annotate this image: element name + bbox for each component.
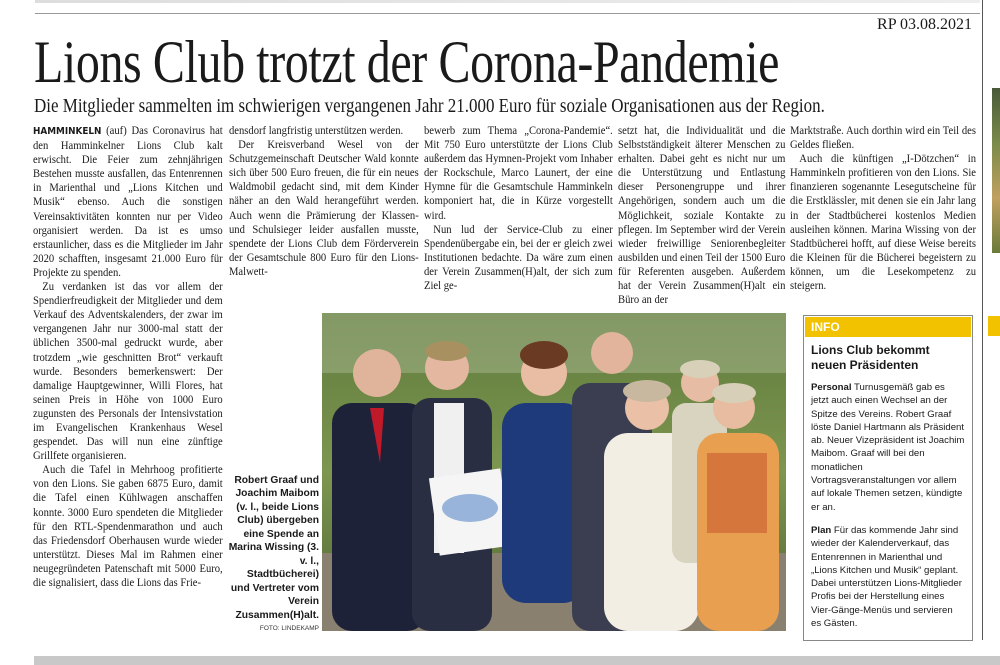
article-column-3 <box>424 124 613 293</box>
article-column-5 <box>790 124 976 293</box>
subheadline: Die Mitglieder sammelten im schwierigen vergangenen Jahr 21.000 Euro für soziale Organisationen aus der Region. <box>34 96 825 117</box>
photo-caption: Robert Graaf und Joachim Maibom (v. l., beide Lions Club) übergeben eine Spende an Marina Wissing (3. v. l., Stadtbücherei) und Vertreter vom Verein Zusammen(H)alt. <box>228 474 319 621</box>
article-column-1 <box>33 124 223 590</box>
group-photo <box>322 313 786 631</box>
page-footer-bar <box>34 656 1000 665</box>
paragraph: Marktstraße. Auch dorthin wird ein Teil des Geldes fließen. <box>790 125 976 152</box>
paragraph: Auch die künftigen „I-Dötzchen“ in Hamminkeln profitieren von den Lions. Sie finanzieren sogenannte Lesegutscheine für die Erstklässler, mit denen sie ein Jahr lang in der Stadtbücherei kostenlos Medien ausleihen können. Marina Wissing von der Stadtbücherei hofft, auf diese Weise bereits die Kleinen für die Bücherei begeistern zu können, um die Lesekompetenz zu steigern. <box>790 153 976 293</box>
article-column-2 <box>229 124 419 279</box>
paragraph: setzt hat, die Individualität und die Selbstständigkeit älterer Menschen zu erhalten. Dabei geht es nicht nur um die Unterstützung und Entlastung dieser Personengruppe und ihrer Angehörigen, sondern auch um die Möglichkeit, soziale Kontakte zu pflegen. Im September wird der Verein wieder freiwillige Seniorenbegleiter ausbilden und einen Teil der 1500 Euro für Referenten ausgeben. Außerdem hat der Verein Zusammen(H)alt ein Büro an der <box>618 125 786 307</box>
paragraph: Zu verdanken ist das vor allem der Spendierfreudigkeit der Mitglieder und dem Verkauf des Adventskalenders, der zwar im vergangenen Jahr nur 3000-mal statt der üblichen 3500-mal gedruckt wurde, aber trotzdem „wie geschnitten Brot“ verkauft wurde. Besonders bemerkenswert: Der damalige Hauptgewinner, Willi Flores, hat seinen Preis in Höhe von 1000 Euro zugunsten des Personals der Intensivstation im Evangelischen Krankenhaus Wesel gespendet. Das will nun eine zünftige Grillfete organisieren. <box>33 281 223 463</box>
header-rule <box>35 13 980 14</box>
publication-date: RP 03.08.2021 <box>877 16 972 33</box>
paragraph: bewerb zum Thema „Corona-Pandemie“. Mit 750 Euro unterstützte der Lions Club außerdem das Hymnen-Projekt vom Inhaber der Rockschule, Marco Launert, der eine Hymne für die Gesamtschule Hamminkeln komponiert hat, die in Kürze vorgestellt wird. <box>424 125 613 222</box>
info-box <box>803 315 973 641</box>
photo-illustration <box>322 313 786 631</box>
photo-caption-block <box>226 474 319 634</box>
info-paragraph-personal: Personal Turnusgemäß gab es jetzt auch einen Wechsel an der Spitze des Vereins. Robert Graaf löste Daniel Hartmann als Präsident ab. Neuer Vizepräsident ist Joachim Maibom. Graaf will bei den monatlichen Vortragsveranstaltungen vor allem auf lokale Themen setzen, kündigte er an. <box>811 382 965 513</box>
paragraph: Nun lud der Service-Club zu einer Spendenübergabe ein, bei der er gleich zwei Institutionen bedachte. Da wäre zum einen der Verein Zusammen(H)alt, der sich zum Ziel ge- <box>424 223 613 293</box>
donation-check <box>429 468 511 555</box>
paragraph: Der Kreisverband Wesel von der Schutzgemeinschaft Deutscher Wald konnte sich über 500 Euro freuen, die für ein neues Waldmobil gedacht sind, mit dem Kinder näher an den Wald herangeführt werden. Auch wenn die Prämierung der Klassen- und Schulsieger leider ausfallen musste, spendete der Lions Club dem Förderverein der Gesamtschule 800 Euro für den Lions-Malwett- <box>229 139 419 278</box>
paragraph: Auch die Tafel in Mehrhoog profitierte von den Lions. Sie gaben 6875 Euro, damit die Tafel einen Kühlwagen anschaffen konnte. 3000 Euro spendeten die Mitglieder für den RTL-Spendenmarathon und auch das Friedensdorf Oberhausen wurde wieder unterstützt. Dieses Mal im Rahmen einer neugegründeten Patenschaft mit 5000 Euro, die signalisiert, dass die Lions das Frie- <box>33 464 223 589</box>
photo-credit: FOTO: LINDEKAMP <box>259 625 319 632</box>
paragraph: densdorf langfristig unterstützen werden. <box>229 125 404 137</box>
headline: Lions Club trotzt der Corona-Pandemie <box>34 29 780 95</box>
adjacent-article-label <box>988 316 1000 336</box>
paragraph: HAMMINKELN (auf) Das Coronavirus hat den Hamminkelner Lions Club kalt erwischt. Die Feier zum zehnjährigen Bestehen musste ausfallen, das Entenrennen in Marienthal und „Lions Kitchen und Musik“ ebenso. Auch die sonstigen Vereinsaktivitäten konnten nur per Video organisiert werden. Da ist es umso erstaunlicher, dass es die Mitglieder im Jahr 2020 schafften, insgesamt 21.000 Euro für Projekte zu spenden. <box>33 125 223 279</box>
dateline: HAMMINKELN <box>33 126 102 137</box>
page-header-strip <box>35 0 980 3</box>
info-title: Lions Club bekommt neuen Präsidenten <box>811 343 930 372</box>
article-column-4 <box>618 124 785 307</box>
info-label: INFO <box>805 317 971 337</box>
column-divider <box>982 0 983 640</box>
info-paragraph-plan: Plan Für das kommende Jahr sind wieder der Kalenderverkauf, das Entenrennen in Marienthal und „Lions Kitchen und Musik“ geplant. Dabei unterstützen Lions-Mitglieder Profis bei der Herstellung eines Vier-Gänge-Menüs und servieren es Gästen. <box>811 524 962 630</box>
adjacent-article-photo <box>992 88 1000 253</box>
